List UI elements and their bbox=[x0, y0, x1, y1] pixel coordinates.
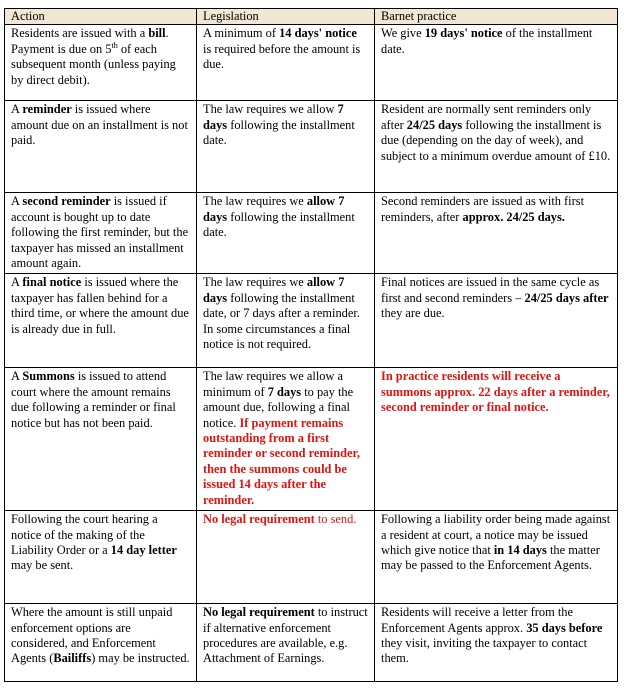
practice-cell bbox=[375, 193, 618, 274]
text: to send. bbox=[314, 512, 357, 527]
text: Following the court hearing a notice of the making of the Liability Order or a bbox=[11, 512, 158, 557]
action-cell bbox=[5, 25, 197, 101]
text: A bbox=[11, 275, 23, 290]
practice-cell bbox=[375, 511, 618, 604]
practice-cell bbox=[375, 604, 618, 682]
bold-text: allow 7 days bbox=[203, 194, 345, 224]
action-cell bbox=[5, 101, 197, 193]
table-row bbox=[5, 368, 618, 511]
text: following the installment date. bbox=[203, 117, 355, 148]
bold-text: Summons bbox=[22, 369, 75, 384]
text: We give bbox=[381, 26, 425, 41]
bold-text: approx. 24/25 days. bbox=[462, 209, 565, 224]
header-action: Action bbox=[5, 9, 197, 25]
text: A bbox=[11, 369, 23, 384]
legislation-cell bbox=[197, 368, 375, 511]
text: is issued where amount due on an installment is not paid. bbox=[11, 102, 188, 148]
table-row bbox=[5, 101, 618, 193]
legislation-cell bbox=[197, 604, 375, 682]
text: following the installment date. bbox=[203, 209, 355, 240]
action-cell bbox=[5, 274, 197, 368]
red-bold-text: If payment remains outstanding from a first reminder or second reminder, then the summons could be issued 14 days after the reminder. bbox=[203, 415, 360, 507]
text: Second reminders are issued as with first reminders, after bbox=[381, 194, 585, 224]
legislation-cell bbox=[197, 511, 375, 604]
text: of each subsequent month (unless paying by direct debit). bbox=[11, 41, 176, 87]
text: Final notices are issued in the same cycle as first and second reminders – bbox=[381, 275, 600, 305]
bold-text: 24/25 days bbox=[406, 117, 463, 132]
header-legislation: Legislation bbox=[197, 9, 375, 25]
practice-cell bbox=[375, 368, 618, 511]
text: A bbox=[11, 102, 23, 117]
text: Resident are normally sent reminders only after bbox=[381, 102, 592, 132]
action-cell bbox=[5, 604, 197, 682]
header-barnet-practice: Barnet practice bbox=[375, 9, 618, 25]
text: to pay the amount due, following a final notice. bbox=[203, 384, 354, 430]
text: following the installment date, or 7 days after a reminder. In some circumstances a final notice is not required. bbox=[203, 290, 360, 352]
action-cell bbox=[5, 193, 197, 274]
text: Following a liability order being made against a resident at court, a notice may be issued which give notice that bbox=[381, 512, 611, 557]
text: Residents will receive a letter from the Enforcement Agents approx. bbox=[381, 605, 573, 635]
text: is issued to attend court where the amount remains due following a reminder or final notice but has not been paid. bbox=[11, 369, 176, 430]
table-row bbox=[5, 25, 618, 101]
text: they visit, inviting the taxpayer to contact them. bbox=[381, 635, 588, 666]
bold-text: 24/25 days after bbox=[524, 290, 609, 305]
bold-text: Bailiffs bbox=[53, 651, 92, 666]
bold-text: in 14 days bbox=[493, 542, 547, 557]
header-row bbox=[5, 9, 618, 25]
text: The law requires we allow bbox=[203, 102, 338, 117]
bold-text: final notice bbox=[22, 275, 82, 290]
practice-cell bbox=[375, 274, 618, 368]
council-tax-recovery-table bbox=[4, 8, 618, 682]
bold-text: reminder bbox=[22, 102, 72, 117]
legislation-cell bbox=[197, 25, 375, 101]
legislation-cell bbox=[197, 193, 375, 274]
bold-text: allow 7 days bbox=[203, 275, 345, 305]
text: A bbox=[11, 194, 23, 209]
text: The law requires we allow a minimum of bbox=[203, 369, 344, 399]
red-bold-text: In practice residents will receive a summons approx. 22 days after a reminder, second reminder or final notice. bbox=[381, 369, 610, 415]
bold-text: bill bbox=[148, 26, 166, 41]
text: Where the amount is still unpaid enforcement options are considered, and Enforcement Agents ( bbox=[11, 605, 173, 666]
table-row bbox=[5, 604, 618, 682]
action-cell bbox=[5, 368, 197, 511]
text: is issued where the taxpayer has fallen behind for a third time, or where the amount due is already due in full. bbox=[11, 275, 189, 336]
text: they are due. bbox=[381, 306, 445, 321]
text: Residents are issued with a bbox=[11, 26, 149, 41]
text: following the installment is due (depending on the day of week), and subject to a minimum overdue amount of £10. bbox=[381, 117, 611, 163]
text: is required before the amount is due. bbox=[203, 41, 361, 72]
text: The law requires we bbox=[203, 194, 307, 209]
text: the matter may be passed to the Enforcement Agents. bbox=[381, 542, 600, 573]
text: ) may be instructed. bbox=[91, 651, 190, 666]
legislation-cell bbox=[197, 101, 375, 193]
text: is issued if account is bought up to date following the first reminder, but the taxpayer has missed an installment amount again. bbox=[11, 194, 189, 271]
bold-text: 14 day letter bbox=[110, 542, 177, 557]
text: of the installment date. bbox=[381, 26, 593, 56]
bold-text: No legal requirement bbox=[203, 605, 315, 620]
practice-cell bbox=[375, 25, 618, 101]
bold-text: 19 days' notice bbox=[424, 26, 503, 41]
bold-text: 7 days bbox=[267, 384, 302, 399]
table-row bbox=[5, 511, 618, 604]
text: . Payment is due on 5 bbox=[11, 26, 169, 56]
legislation-cell bbox=[197, 274, 375, 368]
text: may be sent. bbox=[11, 558, 74, 573]
table-row bbox=[5, 274, 618, 368]
bold-text: 14 days' notice bbox=[279, 26, 357, 41]
practice-cell bbox=[375, 101, 618, 193]
superscript: th bbox=[111, 40, 118, 50]
text: A minimum of bbox=[203, 26, 280, 41]
bold-text: 35 days before bbox=[526, 620, 603, 635]
text: to instruct if alternative enforcement procedures are available, e.g. Attachment of Earnings. bbox=[203, 605, 368, 666]
table-row bbox=[5, 193, 618, 274]
text: The law requires we bbox=[203, 275, 307, 290]
bold-text: second reminder bbox=[22, 194, 111, 209]
bold-text: 7 days bbox=[203, 102, 344, 132]
bold-text: No legal requirement bbox=[203, 512, 315, 527]
action-cell bbox=[5, 511, 197, 604]
